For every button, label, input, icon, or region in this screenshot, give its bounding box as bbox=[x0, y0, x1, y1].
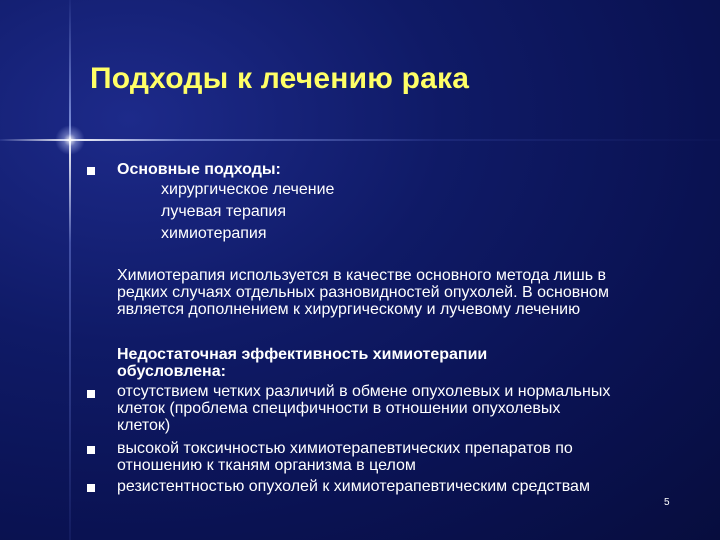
paragraph-line: Химиотерапия используется в качестве основного метода лишь в bbox=[117, 267, 606, 284]
reason-line: клеток) bbox=[117, 417, 171, 434]
approach-item: хирургическое лечение bbox=[161, 181, 335, 198]
page-number: 5 bbox=[664, 497, 670, 508]
reason-line: отсутствием четких различий в обмене опухолевых и нормальных bbox=[117, 383, 611, 400]
paragraph-line: редких случаях отдельных разновидностей опухолей. В основном bbox=[117, 284, 609, 301]
reason-line: резистентностью опухолей к химиотерапевтическим средствам bbox=[117, 478, 590, 495]
reasons-heading-line: обусловлена: bbox=[117, 363, 226, 380]
approach-item: лучевая терапия bbox=[161, 203, 287, 220]
approach-item: химиотерапия bbox=[161, 225, 267, 242]
reason-line: высокой токсичностью химиотерапевтических препаратов по bbox=[117, 440, 573, 457]
reason-line: отношению к тканям организма в целом bbox=[117, 457, 416, 474]
bullet-square-icon bbox=[87, 484, 95, 492]
reason-line: клеток (проблема специфичности в отношении опухолевых bbox=[117, 400, 561, 417]
paragraph-line: является дополнением к хирургическому и лучевому лечению bbox=[117, 301, 581, 318]
decorative-star-glow bbox=[55, 125, 85, 155]
approaches-heading: Основные подходы: bbox=[117, 161, 281, 178]
bullet-square-icon bbox=[87, 446, 95, 454]
decorative-horizontal-line bbox=[0, 139, 720, 141]
reasons-heading-line: Недостаточная эффективность химиотерапии bbox=[117, 346, 488, 363]
decorative-vertical-line bbox=[69, 0, 71, 540]
bullet-square-icon bbox=[87, 390, 95, 398]
bullet-square-icon bbox=[87, 167, 95, 175]
slide-title: Подходы к лечению рака bbox=[90, 62, 470, 95]
